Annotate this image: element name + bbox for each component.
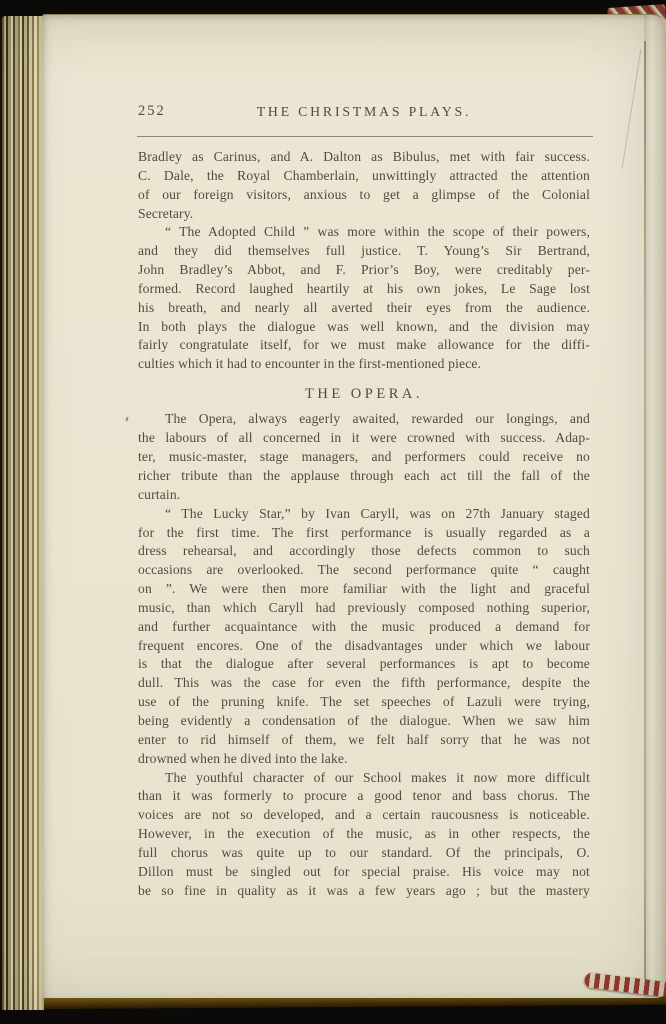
text-line: dull. This was the case for even the fifth performance, despite the xyxy=(138,675,590,691)
text-line: and further acquaintance with the music produced a demand for xyxy=(138,618,590,634)
header-rule xyxy=(137,136,593,137)
text-line: full chorus was quite up to our standard. Of the principals, O. xyxy=(138,844,590,860)
text-line: Secretary. xyxy=(138,205,194,221)
gutter-crease xyxy=(644,41,646,993)
text-line: for the first time. The first performance is usually regarded as a xyxy=(138,524,590,540)
text-line: C. Dale, the Royal Chamberlain, unwittingly attracted the attention xyxy=(138,167,590,183)
text-line: curtain. xyxy=(138,486,181,502)
text-line: formed. Record laughed heartily at his own jokes, Le Sage lost xyxy=(138,280,590,296)
text-line: music, than which Caryll had previously composed nothing superior, xyxy=(138,599,590,615)
book-page xyxy=(42,14,666,998)
page-number: 252 xyxy=(138,103,166,119)
text-line: use of the pruning knife. The set speeches of Lazuli were trying, xyxy=(138,694,590,710)
ink-speck xyxy=(125,417,128,421)
section-heading: THE OPERA. xyxy=(305,385,423,402)
text-line: culties which it had to encounter in the first-mentioned piece. xyxy=(138,356,482,372)
text-line: The youthful character of our School makes it now more difficult xyxy=(165,769,590,785)
text-line: voices are not so developed, and a certain raucousness is noticeable. xyxy=(138,807,590,823)
text-line: than it was formerly to procure a good tenor and bass chorus. The xyxy=(138,788,590,804)
text-line: his breath, and nearly all averted their eyes from the audience. xyxy=(138,299,590,315)
text-line: “ The Adopted Child ” was more within the scope of their powers, xyxy=(165,224,590,240)
text-line: richer tribute than the applause through each act till the fall of the xyxy=(138,468,590,483)
page-stack-left xyxy=(0,16,44,1010)
text-line: is that the dialogue after several performances is apt to become xyxy=(138,656,590,672)
text-line: In both plays the dialogue was well known, and the division may xyxy=(138,318,590,334)
text-line: being evidently a condensation of the dialogue. When we saw him xyxy=(138,712,590,728)
text-line: fairly congratulate itself, for we must make allowance for the diffi- xyxy=(138,337,590,353)
text-line: Dillon must be singled out for special praise. His voice may not xyxy=(138,863,590,879)
text-line: dress rehearsal, and accordingly those defects common to such xyxy=(138,543,590,559)
page-header xyxy=(138,103,590,123)
text-line: Bradley as Carinus, and A. Dalton as Bibulus, met with fair success. xyxy=(138,149,590,164)
text-line: drowned when he dived into the lake. xyxy=(138,750,348,766)
text-line: occasions are overlooked. The second performance quite “ caught xyxy=(138,562,590,578)
running-title: THE CHRISTMAS PLAYS. xyxy=(256,104,472,119)
text-line: enter to rid himself of them, we felt half sorry that he was not xyxy=(138,731,590,747)
text-line: of our foreign visitors, anxious to get a glimpse of the Colonial xyxy=(138,186,590,202)
corner-crease xyxy=(622,50,642,169)
text-block xyxy=(138,148,590,900)
text-line: The Opera, always eagerly awaited, rewarded our longings, and xyxy=(165,411,590,427)
text-line: and they did themselves full justice. T. Young’s Sir Bertrand, xyxy=(138,243,590,259)
text-line: the labours of all concerned in it were crowned with success. Adap- xyxy=(138,430,590,446)
text-line: ter, music-master, stage managers, and performers could receive no xyxy=(138,449,590,465)
text-line: However, in the execution of the music, as in other respects, the xyxy=(138,826,590,842)
text-line: be so fine in quality as it was a few years ago ; but the mastery xyxy=(138,882,590,898)
text-line: John Bradley’s Abbot, and F. Prior’s Boy, were creditably per- xyxy=(138,262,590,278)
text-line: “ The Lucky Star,” by Ivan Caryll, was on 27th January staged xyxy=(165,505,590,521)
text-line: frequent encores. One of the disadvantages under which we labour xyxy=(138,637,590,653)
text-line: on ”. We were then more familiar with the light and graceful xyxy=(138,581,590,597)
